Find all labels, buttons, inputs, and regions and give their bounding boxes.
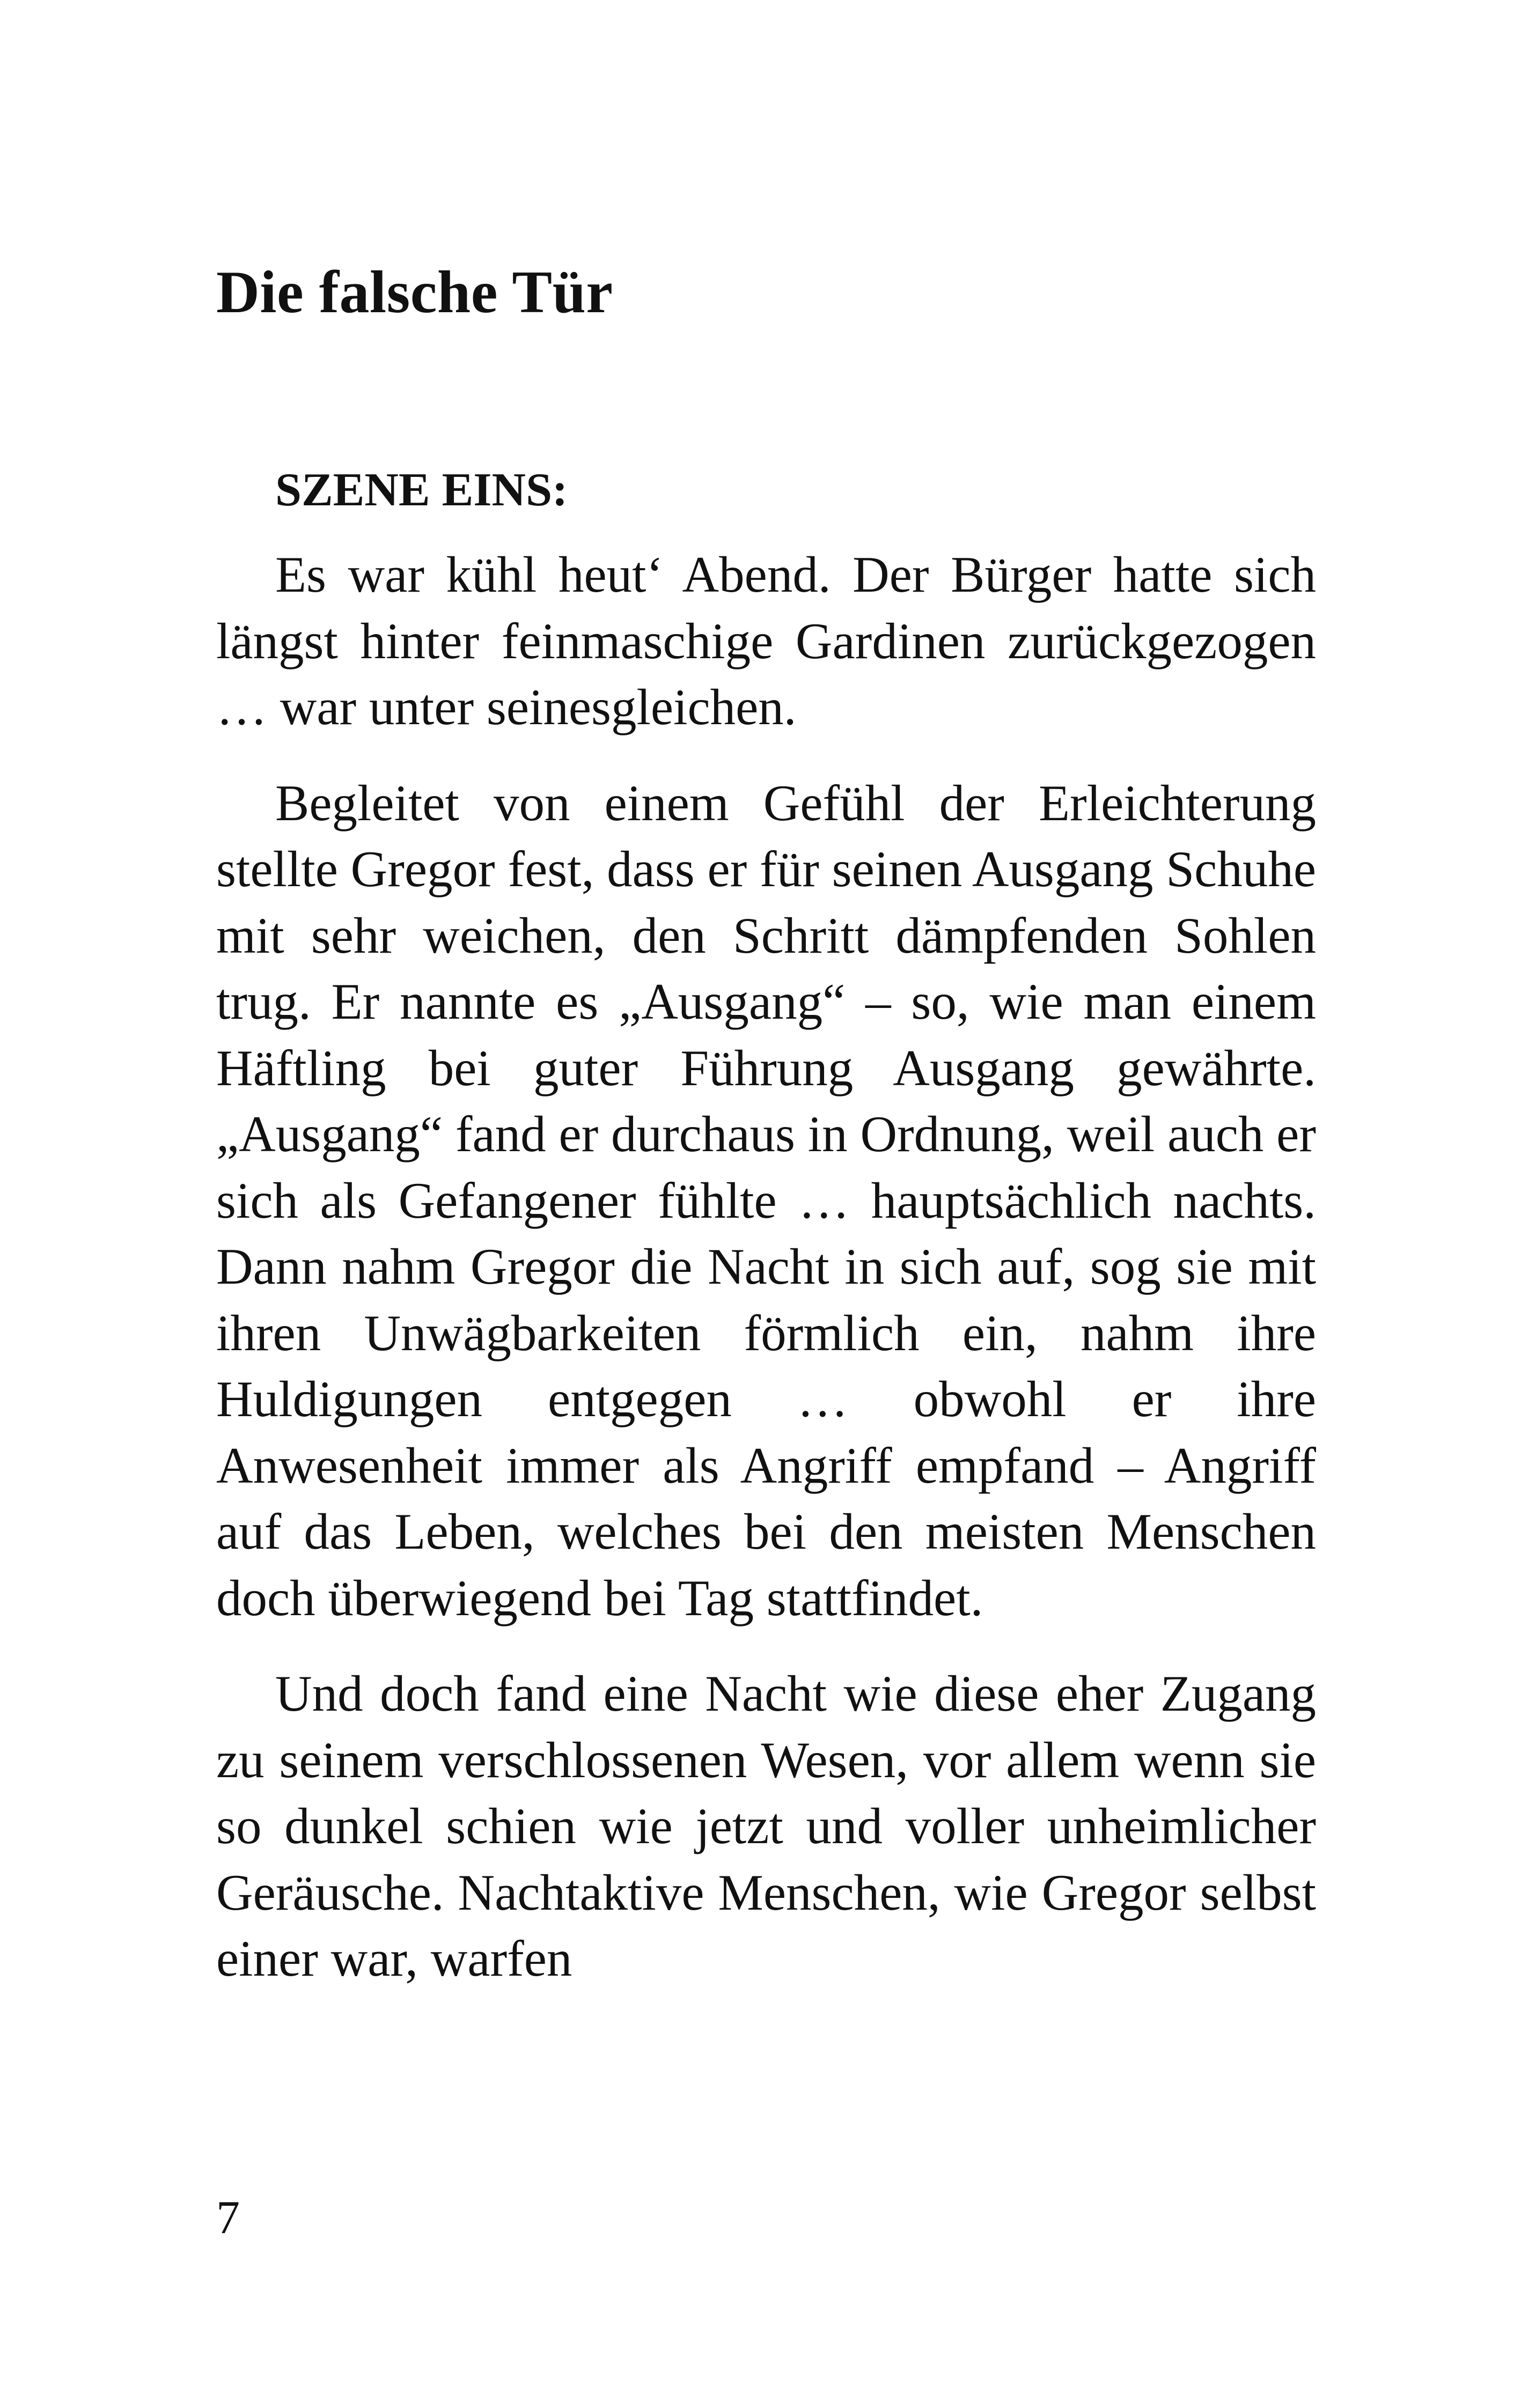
paragraph-2: Begleitet von einem Gefühl der Erleichterung stellte Gregor fest, dass er für seinen Ausgang Schuhe mit sehr weichen, den Schritt dämpfenden Sohlen trug. Er nannte es „Ausgang“ – so, wie man einem Häftling bei guter Führung Ausgang gewährte. „Ausgang“ fand er durchaus in Ordnung, weil auch er sich als Gefangener fühlte … hauptsächlich nachts. Dann nahm Gregor die Nacht in sich auf, sog sie mit ihren Unwägbarkeiten förmlich ein, nahm ihre Huldigungen entgegen … obwohl er ihre Anwesenheit immer als Angriff empfand – Angriff auf das Leben, welches bei den meisten Menschen doch überwiegend bei Tag stattfindet. <box>216 774 1316 1626</box>
chapter-title: Die falsche Tür <box>216 259 613 326</box>
page-number: 7 <box>216 2192 240 2244</box>
paragraph-3: Und doch fand eine Nacht wie diese eher Zugang zu seinem verschlossenen Wesen, vor allem wenn sie so dunkel schien wie jetzt und voller unheimlicher Geräusche. Nachtaktive Menschen, wie Gregor selbst einer war, warfen <box>216 1665 1316 1987</box>
paragraph-1: Es war kühl heut‘ Abend. Der Bürger hatte sich längst hinter feinmaschige Gardinen zurückgezogen … war unter seinesgleichen. <box>216 546 1316 735</box>
scene-heading: SZENE EINS: <box>275 464 568 516</box>
book-page <box>216 252 1316 1992</box>
